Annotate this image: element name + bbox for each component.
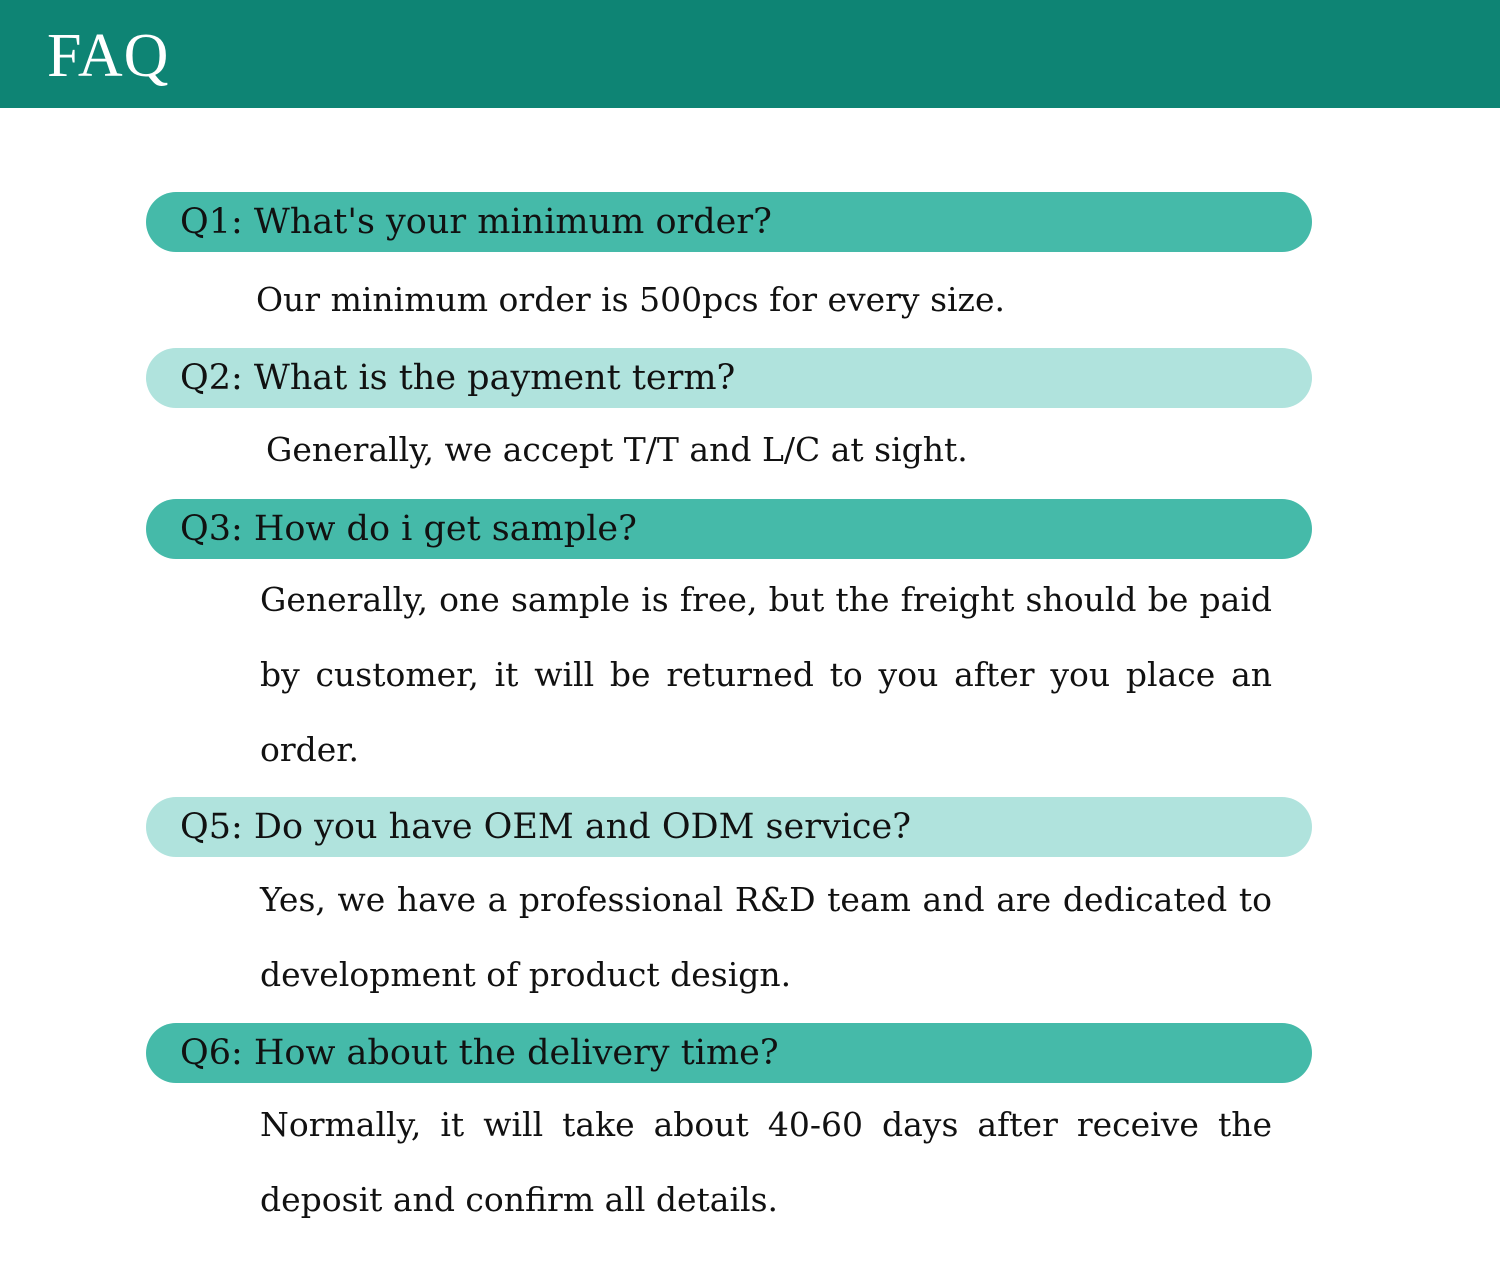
faq-question-3: Q3: How do i get sample? bbox=[146, 499, 1312, 559]
faq-answer-5: Normally, it will take about 40-60 days after receive the deposit and confirm all details. bbox=[260, 1105, 1272, 1219]
faq-answer-1: Our minimum order is 500pcs for every size. bbox=[256, 280, 1005, 319]
page-title: FAQ bbox=[47, 22, 170, 90]
faq-answer-4: Yes, we have a professional R&D team and are dedicated to development of product design. bbox=[260, 880, 1272, 994]
faq-header bbox=[0, 0, 1500, 108]
faq-answer-2: Generally, we accept T/T and L/C at sight. bbox=[266, 430, 968, 469]
faq-question-2: Q2: What is the payment term? bbox=[146, 348, 1312, 408]
faq-question-5: Q6: How about the delivery time? bbox=[146, 1023, 1312, 1083]
faq-question-1: Q1: What's your minimum order? bbox=[146, 192, 1312, 252]
faq-answer-3: Generally, one sample is free, but the freight should be paid by customer, it will be returned to you after you place an order. bbox=[260, 580, 1272, 769]
faq-question-4: Q5: Do you have OEM and ODM service? bbox=[146, 797, 1312, 857]
